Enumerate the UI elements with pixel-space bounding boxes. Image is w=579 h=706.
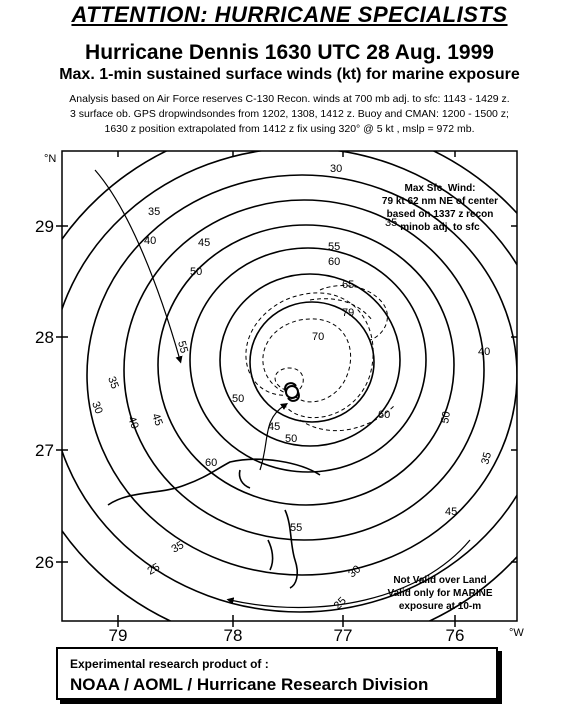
contour-label-50b: 50: [232, 393, 245, 405]
valid-note: [387, 575, 492, 612]
contour-label-55b: 55: [328, 241, 341, 253]
valid-line-2: Valid only for MARINE: [387, 588, 493, 599]
contour-label-65: 65: [342, 279, 355, 291]
contour-label-60c: 60: [378, 409, 391, 421]
lat-label-27: 27: [35, 441, 54, 460]
contour-label-35: 35: [105, 374, 121, 391]
contour-label-35b: 35: [385, 217, 398, 229]
contour-label-50d: 50: [439, 410, 454, 425]
contour-label-35d: 35: [479, 450, 495, 466]
contour-label-40: 40: [125, 414, 141, 431]
contour-label-30: 30: [89, 399, 105, 416]
analysis-note-3: 1630 z position extrapolated from 1412 z fix using 320° @ 5 kt , mslp = 972 mb.: [104, 123, 475, 135]
contour-label-60: 60: [328, 256, 341, 268]
contour-label-45c: 45: [268, 421, 281, 433]
valid-line-3: exposure at 10-m: [398, 601, 482, 612]
contour-label-30b: 30: [330, 163, 343, 175]
lat-label-26: 26: [35, 553, 54, 572]
contour-label-40c: 40: [478, 346, 491, 358]
lon-label-79: 79: [108, 626, 128, 645]
contour-label-79: 79: [342, 307, 355, 319]
contour-label-45b: 45: [198, 237, 211, 249]
footer-line-2: NOAA / AOML / Hurricane Research Division: [70, 675, 429, 694]
contour-label-50: 50: [190, 266, 203, 278]
lon-label-77: 77: [333, 626, 353, 645]
attention-heading: ATTENTION: HURRICANE SPECIALISTS: [71, 2, 508, 27]
lat-label-29: 29: [35, 217, 54, 236]
contour-label-45: 45: [149, 411, 165, 428]
contour-label-40b: 40: [144, 235, 157, 247]
map-subtitle: Max. 1-min sustained surface winds (kt) for marine exposure: [59, 66, 520, 83]
analysis-note-1: Analysis based on Air Force reserves C-130 Recon. winds at 700 mb adj. to sfc: 1143 - 1429 z.: [69, 93, 510, 105]
west-label: °W: [509, 627, 524, 639]
longitude-labels: [109, 626, 525, 645]
contour-label-35e: 35: [169, 539, 187, 556]
max-wind-line-1: Max Sfc. Wind:: [404, 183, 476, 194]
contour-label-50c: 50: [285, 433, 298, 445]
valid-line-1: Not Valid over Land: [393, 575, 487, 586]
lon-label-78: 78: [223, 626, 243, 645]
contour-label-55: 55: [175, 339, 190, 355]
analysis-note-2: 3 surface ob. GPS dropwindsondes from 1202, 1308, 1412 z. Buoy and CMAN: 1200 - 1500 z;: [70, 108, 509, 120]
north-label: °N: [44, 153, 57, 165]
contour-label-35c: 35: [148, 206, 161, 218]
contour-label-45d: 45: [445, 506, 458, 518]
lon-label-76: 76: [445, 626, 465, 645]
contour-label-25b: 25: [331, 594, 349, 613]
contour-label-30c: 30: [346, 563, 364, 581]
latitude-labels: [35, 153, 56, 572]
footer-line-1: Experimental research product of :: [70, 657, 269, 671]
lat-label-28: 28: [35, 328, 54, 347]
contour-label-25: 25: [145, 561, 163, 578]
contour-label-70: 70: [312, 331, 325, 343]
map-title: Hurricane Dennis 1630 UTC 28 Aug. 1999: [85, 41, 494, 64]
contour-label-60b: 60: [205, 457, 218, 469]
contour-label-55c: 55: [290, 522, 303, 534]
footer-credit-box: [56, 647, 498, 700]
max-wind-line-4: minob adj. to sfc: [400, 222, 480, 233]
max-wind-line-2: 79 kt 62 nm NE of center: [381, 196, 499, 207]
max-wind-line-3: based on 1337 z recon: [386, 209, 494, 220]
